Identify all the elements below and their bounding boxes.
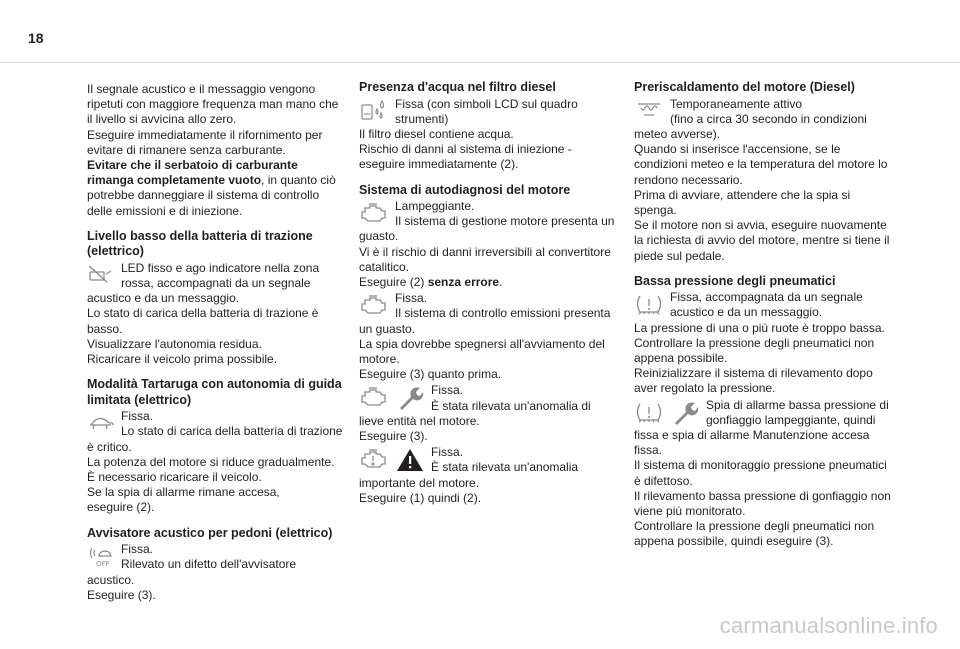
paragraph: Lampeggiante.: [395, 199, 475, 214]
paragraph: Fissa.: [121, 409, 154, 424]
paragraph: Controllare la pressione degli pneumatici non appena possibile, quindi eseguire (3).: [634, 519, 875, 549]
page-number: 18: [28, 30, 44, 46]
paragraph: Fissa.: [431, 445, 464, 460]
engine-check-icon: [359, 447, 389, 471]
paragraph: Eseguire (3).: [359, 429, 428, 444]
paragraph: Il rilevamento bassa pressione di gonfiaggio non viene più monitorato.: [634, 488, 891, 519]
paragraph: è critico.: [87, 439, 132, 454]
paragraph: acustico e da un messaggio.: [87, 291, 240, 306]
tyre-pressure-icon: [634, 400, 664, 426]
paragraph: guasto.: [359, 229, 399, 244]
paragraph: La spia dovrebbe spegnersi all'avviamento del motore.: [359, 336, 605, 367]
battery-section: [87, 229, 345, 367]
paragraph: Il sistema di gestione motore presenta un: [395, 214, 615, 229]
column-2: [359, 80, 617, 506]
icon-description: [395, 291, 617, 321]
icon-row: [87, 261, 345, 291]
paragraph: Ricaricare il veicolo prima possibile.: [87, 352, 278, 367]
icon-description: LED fisso e ago indicatore nella zona rossa, accompagnati da un segnale: [121, 260, 320, 291]
engine-check-icon: [359, 293, 389, 317]
icon-row: [359, 383, 617, 413]
icon-row: [359, 445, 617, 475]
paragraph: Il sistema di monitoraggio pressione pneumatici è difettoso.: [634, 458, 887, 488]
icon-description: [431, 445, 617, 475]
icon-description: Spia di allarme bassa pressione di gonfiaggio lampeggiante, quindi: [706, 397, 889, 427]
paragraph: Fissa.: [121, 542, 154, 557]
glow-plug-icon: [634, 99, 664, 119]
paragraph: Quando si inserisce l'accensione, se le condizioni meteo e la temperatura del motore lo rendono necessario.: [634, 142, 888, 187]
icon-description: Fissa, accompagnata da un segnale acustico e da un messaggio.: [670, 290, 863, 320]
paragraph: meteo avverse).: [634, 126, 721, 141]
icon-row: [87, 409, 345, 439]
warning-triangle-icon: [395, 447, 425, 473]
paragraph: acustico.: [87, 572, 135, 587]
paragraph: Se la spia di allarme rimane accesa,: [87, 485, 280, 500]
paragraph: Il sistema di controllo emissioni presenta: [395, 306, 611, 321]
pedestrian-section: [87, 526, 345, 603]
paragraph: È necessario ricaricare il veicolo.: [87, 470, 262, 485]
section-title: Preriscaldamento del motore (Diesel): [634, 80, 855, 94]
paragraph: Eseguire (3) quanto prima.: [359, 367, 502, 382]
paragraph: Lo stato di carica della batteria di trazione è basso.: [87, 306, 319, 336]
section-title: Presenza d'acqua nel filtro diesel: [359, 80, 556, 94]
paragraph: Reinizializzare il sistema di rilevamento dopo aver regolato la pressione.: [634, 366, 873, 396]
engine-check-icon: [359, 385, 389, 409]
low-battery-icon: [87, 263, 115, 283]
icon-row: [634, 398, 892, 428]
bold-text: Evitare che il serbatoio di carburante rimanga completamente vuoto: [87, 158, 298, 188]
text: Eseguire (2): [359, 275, 428, 290]
icon-row: [87, 542, 345, 572]
water-in-fuel-icon: [359, 99, 389, 123]
icon-row: [359, 291, 617, 321]
icon-description: [395, 199, 617, 229]
paragraph: Temporaneamente attivo: [670, 96, 803, 111]
paragraph: La potenza del motore si riduce gradualmente.: [87, 454, 335, 469]
paragraph: fissa e spia di allarme Manutenzione accesa fissa.: [634, 428, 870, 458]
header-divider: [0, 62, 960, 63]
paragraph: Fissa.: [395, 291, 428, 306]
icon-row: [634, 97, 892, 127]
paragraph: È stata rilevata un'anomalia di: [431, 398, 591, 413]
paragraph: Se il motore non si avvia, eseguire nuovamente la richiesta di avvio del motore, mentre si tiene il piede sul pedale.: [634, 218, 890, 263]
icon-description: [121, 409, 345, 439]
engine-diagnosis-section: [359, 183, 617, 507]
engine-check-icon: [359, 201, 389, 225]
text: , in quanto ciò potrebbe danneggiare il sistema di controllo delle emissioni e di iniezione.: [87, 173, 336, 218]
icon-row: [359, 199, 617, 229]
paragraph: un guasto.: [359, 321, 416, 336]
paragraph: importante del motore.: [359, 475, 480, 490]
paragraph: eseguire (2).: [87, 500, 155, 515]
paragraph: (fino a circa 30 secondo in condizioni: [670, 111, 867, 126]
section-title: Sistema di autodiagnosi del motore: [359, 182, 571, 197]
turtle-icon: [87, 411, 115, 433]
paragraph: Il filtro diesel contiene acqua.: [359, 126, 514, 141]
text: .: [499, 275, 503, 290]
paragraph: Visualizzare l'autonomia residua.: [87, 336, 262, 351]
bold-text: senza errore: [427, 275, 500, 290]
section-title: Modalità Tartaruga con autonomia di guida limitata (elettrico): [87, 377, 342, 407]
paragraph: Eseguire immediatamente il rifornimento per evitare di rimanere senza carburante.: [87, 127, 323, 157]
paragraph: [87, 158, 345, 219]
paragraph: Eseguire (3).: [87, 587, 156, 602]
section-title: Livello basso della batteria di trazione (elettrico): [87, 228, 313, 259]
paragraph: Fissa.: [431, 383, 464, 398]
tyre-pressure-icon: [634, 292, 664, 318]
turtle-section: [87, 377, 345, 515]
paragraph: Vi è il rischio di danni irreversibili al convertitore catalitico.: [359, 244, 611, 274]
water-in-fuel-section: [359, 80, 617, 173]
paragraph: Il segnale acustico e il messaggio vengono ripetuti con maggiore frequenza man mano che il livello si avvicina allo zero.: [87, 82, 339, 127]
paragraph: Controllare la pressione degli pneumatici non appena possibile.: [634, 335, 875, 366]
watermark: carmanualsonline.info: [719, 613, 938, 638]
icon-description: [670, 97, 892, 127]
paragraph: Prima di avviare, attendere che la spia si spenga.: [634, 187, 851, 217]
icon-description: [431, 383, 617, 413]
column-3: [634, 80, 892, 550]
paragraph: Lo stato di carica della batteria di trazione: [121, 424, 343, 439]
section-title: Avvisatore acustico per pedoni (elettrico): [87, 525, 333, 540]
paragraph: Rischio di danni al sistema di iniezione - eseguire immediatamente (2).: [359, 142, 572, 172]
pedestrian-alert-off-icon: [87, 544, 115, 568]
paragraph: È stata rilevata un'anomalia: [431, 460, 579, 475]
icon-row: [634, 290, 892, 320]
svg-text:OFF: OFF: [96, 560, 110, 569]
fuel-warning-section: [87, 82, 345, 219]
paragraph: La pressione di una o più ruote è troppo bassa.: [634, 320, 885, 335]
icon-description: Fissa (con simboli LCD sul quadro strumenti): [395, 96, 578, 126]
tyre-pressure-section: [634, 274, 892, 550]
paragraph: Rilevato un difetto dell'avvisatore: [121, 557, 297, 572]
wrench-icon: [395, 385, 425, 411]
preheat-section: [634, 80, 892, 264]
paragraph: lieve entità nel motore.: [359, 413, 480, 428]
icon-row: [359, 97, 617, 127]
wrench-icon: [670, 400, 700, 426]
paragraph: [359, 275, 617, 290]
icon-description: [121, 542, 345, 572]
column-1: [87, 82, 345, 603]
section-title: Bassa pressione degli pneumatici: [634, 273, 836, 288]
paragraph: Eseguire (1) quindi (2).: [359, 490, 482, 505]
